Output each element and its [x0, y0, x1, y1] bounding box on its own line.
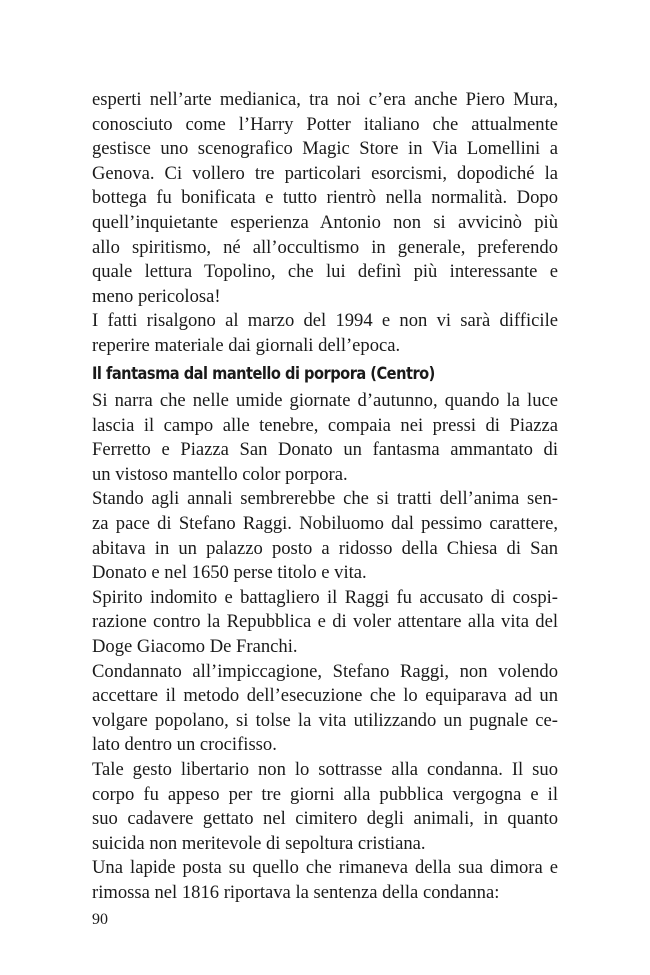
- section-text-block: [92, 389, 558, 905]
- text-line: Genova. Ci vollero tre particolari esorcismi, dopodiché la: [92, 162, 558, 184]
- text-line: corpo fu appeso per tre giorni alla pubblica vergogna e il: [92, 783, 558, 805]
- text-line: za pace di Stefano Raggi. Nobiluomo dal pessimo carattere,: [92, 512, 558, 534]
- paragraph: [92, 389, 558, 487]
- text-line: Donato e nel 1650 perse titolo e vita.: [92, 562, 367, 584]
- text-line: Condannato all’impiccagione, Stefano Raggi, non volendo: [92, 660, 558, 682]
- text-line: volgare popolano, si tolse la vita utilizzando un pugnale ce-: [92, 709, 558, 731]
- text-line: un vistoso mantello color porpora.: [92, 463, 348, 485]
- text-line: allo spiritismo, né all’occultismo in generale, preferendo: [92, 236, 558, 258]
- text-line: lascia il campo alle tenebre, compaia nei pressi di Piazza: [92, 414, 558, 436]
- text-line: accettare il metodo dell’esecuzione che lo equiparava ad un: [92, 685, 558, 707]
- text-line: bottega fu bonificata e tutto rientrò nella normalità. Dopo: [92, 187, 558, 209]
- text-line: gestisce uno scenografico Magic Store in Via Lomellini a: [92, 138, 558, 160]
- paragraph: [92, 586, 558, 660]
- text-line: reperire materiale dai giornali dell’epoca.: [92, 334, 401, 356]
- paragraph: [92, 309, 558, 358]
- text-line: suo cadavere gettato nel cimitero degli animali, in quanto: [92, 808, 558, 830]
- text-line: esperti nell’arte medianica, tra noi c’era anche Piero Mura,: [92, 89, 558, 110]
- text-line: I fatti risalgono al marzo del 1994 e non vi sarà difficile: [92, 310, 558, 332]
- text-line: abitava in un palazzo posto a ridosso della Chiesa di San: [92, 537, 558, 559]
- paragraph: [92, 660, 558, 758]
- text-line: Una lapide posta su quello che rimaneva della sua dimora e: [92, 857, 558, 879]
- section-heading: Il fantasma dal mantello di porpora (Centro): [92, 364, 435, 384]
- paragraph: [92, 856, 558, 905]
- text-line: Doge Giacomo De Franchi.: [92, 635, 298, 657]
- text-line: suicida non meritevole di sepoltura cristiana.: [92, 832, 426, 854]
- text-line: conosciuto come l’Harry Potter italiano che attualmente: [92, 113, 558, 135]
- text-line: razione contro la Repubblica e di voler attentare alla vita del: [92, 611, 558, 633]
- paragraph: [92, 88, 558, 309]
- text-line: Tale gesto libertario non lo sottrasse alla condanna. Il suo: [92, 758, 558, 780]
- paragraph: [92, 758, 558, 856]
- text-line: Stando agli annali sembrerebbe che si tratti dell’anima sen-: [92, 488, 558, 510]
- text-line: rimossa nel 1816 riportava la sentenza della condanna:: [92, 881, 500, 903]
- text-line: lato dentro un crocifisso.: [92, 734, 277, 756]
- text-line: quale lettura Topolino, che lui definì più interessante e: [92, 261, 558, 283]
- text-line: meno pericolosa!: [92, 285, 221, 307]
- text-line: quell’inquietante esperienza Antonio non si avvicinò più: [92, 211, 558, 233]
- text-line: Spirito indomito e battagliero il Raggi fu accusato di cospi-: [92, 586, 558, 608]
- paragraph: [92, 487, 558, 585]
- page-number: 90: [92, 911, 108, 928]
- text-line: Si narra che nelle umide giornate d’autunno, quando la luce: [92, 390, 558, 411]
- text-line: Ferretto e Piazza San Donato un fantasma ammantato di: [92, 439, 558, 461]
- top-text-block: [92, 88, 558, 359]
